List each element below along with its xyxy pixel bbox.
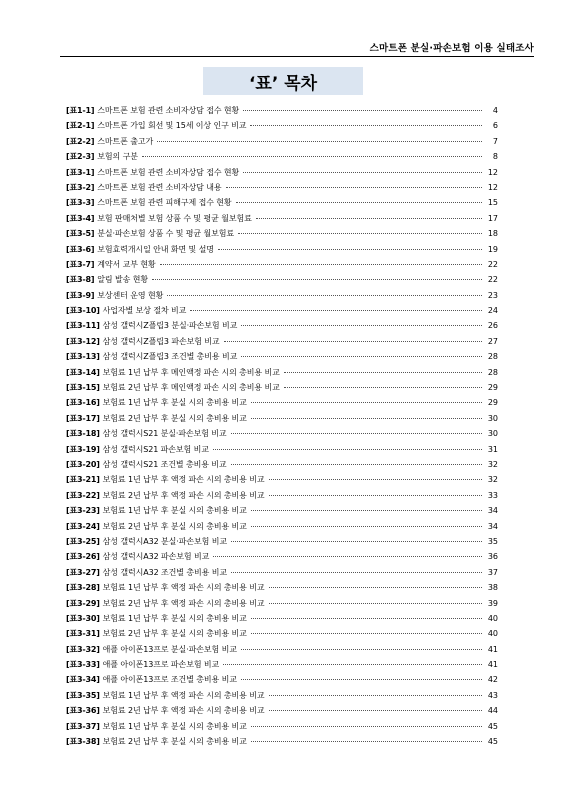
toc-entry-label: [표3-28] xyxy=(66,583,100,593)
toc-entry-label: [표3-15] xyxy=(66,383,100,393)
toc-entry-label: [표3-3] xyxy=(66,198,95,208)
toc-entry-title: 스마트폰 보험 관련 소비자상담 접수 현황 xyxy=(97,106,240,115)
toc-entry-title: 보험료 2년 납부 후 분실 시의 총비용 비교 xyxy=(102,629,247,639)
toc-entry-page-number: 12 xyxy=(487,182,498,192)
toc-entry-title: 삼성 갤럭시A32 분실·파손보험 비교 xyxy=(102,536,227,546)
toc-entry[interactable] xyxy=(66,549,498,564)
toc-entry[interactable] xyxy=(66,565,498,580)
toc-entry[interactable] xyxy=(66,519,498,534)
toc-entry-page-number: 27 xyxy=(487,336,498,346)
toc-entry-title: 보험료 2년 납부 후 액정 파손 시의 총비용 비교 xyxy=(102,706,265,716)
toc-dot-leader xyxy=(269,495,482,496)
toc-entry-label: [표2-2] xyxy=(66,136,95,146)
toc-entry-title: 보험효력개시일 안내 화면 및 설명 xyxy=(97,244,214,254)
toc-entry[interactable] xyxy=(66,349,498,364)
toc-dot-leader xyxy=(269,603,482,604)
toc-entry-label: [표3-17] xyxy=(66,413,100,423)
toc-entry-page-number: 8 xyxy=(492,152,498,162)
toc-entry-page-number: 29 xyxy=(487,398,498,408)
toc-entry-page-number: 40 xyxy=(487,629,498,639)
toc-entry-title: 보험료 2년 납부 후 메인액정 파손 시의 총비용 비교 xyxy=(102,383,280,393)
toc-entry-page-number: 7 xyxy=(492,136,498,146)
toc-entry-label: [표3-18] xyxy=(66,429,100,439)
toc-entry[interactable] xyxy=(66,457,498,472)
toc-entry-title: 삼성 갤럭시S21 분실·파손보험 비교 xyxy=(102,429,227,439)
toc-entry-label: [표3-8] xyxy=(66,275,95,285)
toc-entry-label: [표3-19] xyxy=(66,444,100,454)
toc-entry-label: [표3-21] xyxy=(66,475,100,485)
toc-dot-leader xyxy=(251,741,482,742)
toc-entry-label: [표3-14] xyxy=(66,367,100,377)
toc-entry-label: [표2-3] xyxy=(66,152,95,162)
toc-entry-title: 삼성 갤럭시Z플립3 분실·파손보험 비교 xyxy=(102,321,238,331)
toc-dot-leader xyxy=(231,572,482,573)
toc-entry-title: 알림 발송 현황 xyxy=(97,275,148,285)
toc-entry-page-number: 26 xyxy=(487,321,498,331)
toc-entry[interactable] xyxy=(66,303,498,318)
toc-entry-label: [표3-20] xyxy=(66,459,100,469)
toc-dot-leader xyxy=(231,464,482,465)
toc-dot-leader xyxy=(284,387,482,388)
toc-entry-page-number: 39 xyxy=(487,598,498,608)
toc-entry-page-number: 41 xyxy=(487,660,498,670)
toc-dot-leader xyxy=(167,295,482,296)
toc-entry-label: [표3-37] xyxy=(66,721,100,731)
toc-entry-label: [표3-30] xyxy=(66,613,100,623)
toc-entry[interactable] xyxy=(66,580,498,595)
toc-entry-label: [표3-10] xyxy=(66,306,100,316)
toc-entry-title: 스마트폰 가입 회선 및 15세 이상 인구 비교 xyxy=(97,121,247,131)
page-title: ‘표’ 목차 xyxy=(203,67,363,95)
toc-entry[interactable] xyxy=(66,411,498,426)
toc-entry-label: [표3-27] xyxy=(66,567,100,577)
toc-dot-leader xyxy=(160,264,482,265)
toc-entry[interactable] xyxy=(66,611,498,626)
toc-entry[interactable] xyxy=(66,472,498,487)
toc-entry-title: 보험료 1년 납부 후 액정 파손 시의 총비용 비교 xyxy=(102,475,265,485)
toc-dot-leader xyxy=(269,710,482,711)
toc-entry[interactable] xyxy=(66,134,498,149)
toc-entry[interactable] xyxy=(66,242,498,257)
toc-entry-page-number: 19 xyxy=(487,244,498,254)
toc-entry-label: [표3-1] xyxy=(66,167,95,177)
toc-entry-label: [표3-13] xyxy=(66,352,100,362)
toc-entry[interactable] xyxy=(66,596,498,611)
toc-entry-page-number: 29 xyxy=(487,383,498,393)
toc-entry-title: 보험료 2년 납부 후 액정 파손 시의 총비용 비교 xyxy=(102,598,265,608)
running-header: 스마트폰 분실·파손보험 이용 실태조사 xyxy=(369,43,534,54)
toc-entry-label: [표3-12] xyxy=(66,336,100,346)
toc-entry-label: [표3-29] xyxy=(66,598,100,608)
toc-entry-label: [표3-36] xyxy=(66,706,100,716)
toc-entry-label: [표3-6] xyxy=(66,244,95,254)
toc-entry[interactable] xyxy=(66,180,498,195)
toc-entry[interactable] xyxy=(66,149,498,164)
toc-entry-label: [표3-38] xyxy=(66,737,100,747)
toc-entry-page-number: 32 xyxy=(487,475,498,485)
toc-entry-page-number: 45 xyxy=(487,737,498,747)
toc-dot-leader xyxy=(251,526,482,527)
toc-dot-leader xyxy=(251,618,482,619)
toc-entry-page-number: 38 xyxy=(487,583,498,593)
toc-dot-leader xyxy=(251,726,482,727)
toc-entry-page-number: 28 xyxy=(487,367,498,377)
toc-entry-label: [표3-2] xyxy=(66,182,95,192)
toc-entry-title: 삼성 갤럭시A32 파손보험 비교 xyxy=(102,552,210,562)
toc-entry-page-number: 35 xyxy=(487,536,498,546)
toc-entry[interactable] xyxy=(66,257,498,272)
toc-dot-leader xyxy=(231,433,482,434)
toc-entry[interactable] xyxy=(66,503,498,518)
toc-entry-label: [표1-1] xyxy=(66,106,95,115)
toc-dot-leader xyxy=(284,372,482,373)
toc-entry[interactable] xyxy=(66,642,498,657)
toc-entry-page-number: 12 xyxy=(487,167,498,177)
toc-entry[interactable] xyxy=(66,657,498,672)
header-divider xyxy=(60,56,534,57)
toc-entry-label: [표3-16] xyxy=(66,398,100,408)
toc-entry-title: 사업자별 보상 절차 비교 xyxy=(102,306,187,316)
toc-dot-leader xyxy=(269,695,482,696)
toc-entry[interactable] xyxy=(66,318,498,333)
toc-dot-leader xyxy=(241,679,482,680)
toc-entry-label: [표3-31] xyxy=(66,629,100,639)
toc-dot-leader xyxy=(190,310,482,311)
toc-entry-label: [표3-7] xyxy=(66,259,95,269)
toc-entry-page-number: 4 xyxy=(492,106,498,115)
toc-entry[interactable] xyxy=(66,226,498,241)
toc-entry-title: 계약서 교부 현황 xyxy=(97,259,156,269)
toc-dot-leader xyxy=(243,172,482,173)
toc-entry-label: [표3-32] xyxy=(66,644,100,654)
toc-entry-title: 보험료 1년 납부 후 분실 시의 총비용 비교 xyxy=(102,506,247,516)
toc-entry-title: 보험료 1년 납부 후 액정 파손 시의 총비용 비교 xyxy=(102,690,265,700)
toc-entry-page-number: 6 xyxy=(492,121,498,131)
toc-dot-leader xyxy=(236,202,482,203)
toc-entry[interactable] xyxy=(66,626,498,641)
toc-entry-title: 삼성 갤럭시S21 조건별 총비용 비교 xyxy=(102,459,227,469)
toc-entry[interactable] xyxy=(66,103,498,118)
toc-entry[interactable] xyxy=(66,211,498,226)
table-of-contents xyxy=(66,103,498,749)
toc-entry-label: [표3-26] xyxy=(66,552,100,562)
toc-entry[interactable] xyxy=(66,488,498,503)
toc-entry[interactable] xyxy=(66,272,498,287)
toc-entry-label: [표3-34] xyxy=(66,675,100,685)
toc-entry[interactable] xyxy=(66,334,498,349)
toc-entry-title: 보험료 2년 납부 후 분실 시의 총비용 비교 xyxy=(102,521,247,531)
toc-entry[interactable] xyxy=(66,703,498,718)
toc-entry-title: 보험의 구분 xyxy=(97,152,138,162)
toc-entry-label: [표3-9] xyxy=(66,290,95,300)
toc-entry-label: [표3-5] xyxy=(66,229,95,239)
toc-entry-title: 애플 아이폰13프로 분실·파손보험 비교 xyxy=(102,644,237,654)
toc-entry[interactable] xyxy=(66,719,498,734)
toc-entry-title: 스마트폰 보험 관련 소비자상담 접수 현황 xyxy=(97,167,240,177)
toc-entry[interactable] xyxy=(66,288,498,303)
toc-entry-page-number: 22 xyxy=(487,259,498,269)
toc-entry[interactable] xyxy=(66,442,498,457)
toc-entry[interactable] xyxy=(66,426,498,441)
toc-entry-title: 보험료 1년 납부 후 액정 파손 시의 총비용 비교 xyxy=(102,583,265,593)
toc-entry-title: 보상센터 운영 현황 xyxy=(97,290,164,300)
toc-entry-page-number: 32 xyxy=(487,459,498,469)
toc-entry-page-number: 42 xyxy=(487,675,498,685)
toc-entry-title: 분실·파손보험 상품 수 및 평균 월보험료 xyxy=(97,229,235,239)
toc-dot-leader xyxy=(251,402,482,403)
toc-entry-page-number: 34 xyxy=(487,521,498,531)
toc-entry-label: [표3-35] xyxy=(66,690,100,700)
toc-dot-leader xyxy=(223,664,482,665)
toc-entry[interactable] xyxy=(66,395,498,410)
toc-entry[interactable] xyxy=(66,688,498,703)
toc-dot-leader xyxy=(241,356,482,357)
toc-entry-page-number: 40 xyxy=(487,613,498,623)
toc-dot-leader xyxy=(269,587,482,588)
toc-entry-title: 애플 아이폰13프로 조건별 총비용 비교 xyxy=(102,675,237,685)
toc-entry-page-number: 43 xyxy=(487,690,498,700)
toc-entry-title: 스마트폰 보험 관련 소비자상담 내용 xyxy=(97,182,222,192)
toc-entry-page-number: 34 xyxy=(487,506,498,516)
toc-entry-title: 보험 판매처별 보험 상품 수 및 평균 월보험료 xyxy=(97,213,252,223)
toc-entry-title: 보험료 2년 납부 후 액정 파손 시의 총비용 비교 xyxy=(102,490,265,500)
toc-entry-label: [표3-23] xyxy=(66,506,100,516)
toc-entry[interactable] xyxy=(66,118,498,133)
toc-entry-page-number: 31 xyxy=(487,444,498,454)
toc-dot-leader xyxy=(250,125,482,126)
toc-entry-page-number: 18 xyxy=(487,229,498,239)
toc-dot-leader xyxy=(241,325,482,326)
toc-entry-label: [표3-11] xyxy=(66,321,100,331)
toc-entry-page-number: 37 xyxy=(487,567,498,577)
toc-entry[interactable] xyxy=(66,195,498,210)
toc-entry[interactable] xyxy=(66,672,498,687)
toc-entry-title: 보험료 1년 납부 후 분실 시의 총비용 비교 xyxy=(102,613,247,623)
toc-entry-label: [표3-25] xyxy=(66,536,100,546)
toc-entry-title: 보험료 2년 납부 후 분실 시의 총비용 비교 xyxy=(102,413,247,423)
toc-dot-leader xyxy=(218,249,482,250)
toc-dot-leader xyxy=(213,449,482,450)
toc-entry[interactable] xyxy=(66,380,498,395)
toc-entry-page-number: 33 xyxy=(487,490,498,500)
toc-dot-leader xyxy=(251,418,482,419)
toc-dot-leader xyxy=(241,649,482,650)
toc-entry[interactable] xyxy=(66,365,498,380)
toc-entry-label: [표3-33] xyxy=(66,660,100,670)
toc-entry-page-number: 30 xyxy=(487,413,498,423)
toc-entry-label: [표2-1] xyxy=(66,121,95,131)
toc-entry-title: 보험료 1년 납부 후 메인액정 파손 시의 총비용 비교 xyxy=(102,367,280,377)
toc-entry-title: 삼성 갤럭시A32 조건별 총비용 비교 xyxy=(102,567,227,577)
toc-entry-page-number: 45 xyxy=(487,721,498,731)
toc-entry-label: [표3-4] xyxy=(66,213,95,223)
toc-entry-title: 삼성 갤럭시S21 파손보험 비교 xyxy=(102,444,209,454)
toc-entry-page-number: 17 xyxy=(487,213,498,223)
toc-dot-leader xyxy=(251,633,482,634)
toc-entry-page-number: 22 xyxy=(487,275,498,285)
toc-entry-page-number: 36 xyxy=(487,552,498,562)
toc-entry-title: 삼성 갤럭시Z플립3 조건별 총비용 비교 xyxy=(102,352,238,362)
toc-entry[interactable] xyxy=(66,165,498,180)
toc-entry-page-number: 28 xyxy=(487,352,498,362)
toc-entry-label: [표3-24] xyxy=(66,521,100,531)
toc-entry[interactable] xyxy=(66,534,498,549)
toc-entry-page-number: 44 xyxy=(487,706,498,716)
toc-entry-title: 보험료 1년 납부 후 분실 시의 총비용 비교 xyxy=(102,721,247,731)
toc-entry-title: 보험료 2년 납부 후 분실 시의 총비용 비교 xyxy=(102,737,247,747)
toc-dot-leader xyxy=(251,510,482,511)
toc-entry-label: [표3-22] xyxy=(66,490,100,500)
toc-dot-leader xyxy=(238,233,482,234)
toc-entry-page-number: 41 xyxy=(487,644,498,654)
toc-entry-page-number: 15 xyxy=(487,198,498,208)
toc-dot-leader xyxy=(213,556,482,557)
toc-entry[interactable] xyxy=(66,734,498,749)
toc-dot-leader xyxy=(157,141,482,142)
toc-dot-leader xyxy=(226,187,483,188)
toc-dot-leader xyxy=(243,110,482,111)
toc-entry-page-number: 23 xyxy=(487,290,498,300)
toc-entry-page-number: 30 xyxy=(487,429,498,439)
toc-dot-leader xyxy=(224,341,482,342)
toc-entry-title: 보험료 1년 납부 후 분실 시의 총비용 비교 xyxy=(102,398,247,408)
toc-entry-title: 삼성 갤럭시Z플립3 파손보험 비교 xyxy=(102,336,220,346)
toc-entry-title: 스마트폰 보험 관련 피해구제 접수 현황 xyxy=(97,198,232,208)
toc-dot-leader xyxy=(231,541,482,542)
toc-dot-leader xyxy=(152,279,482,280)
toc-entry-title: 애플 아이폰13프로 파손보험 비교 xyxy=(102,660,220,670)
toc-entry-page-number: 24 xyxy=(487,306,498,316)
toc-entry-title: 스마트폰 출고가 xyxy=(97,136,154,146)
toc-dot-leader xyxy=(269,479,482,480)
toc-dot-leader xyxy=(256,218,482,219)
toc-dot-leader xyxy=(142,156,482,157)
